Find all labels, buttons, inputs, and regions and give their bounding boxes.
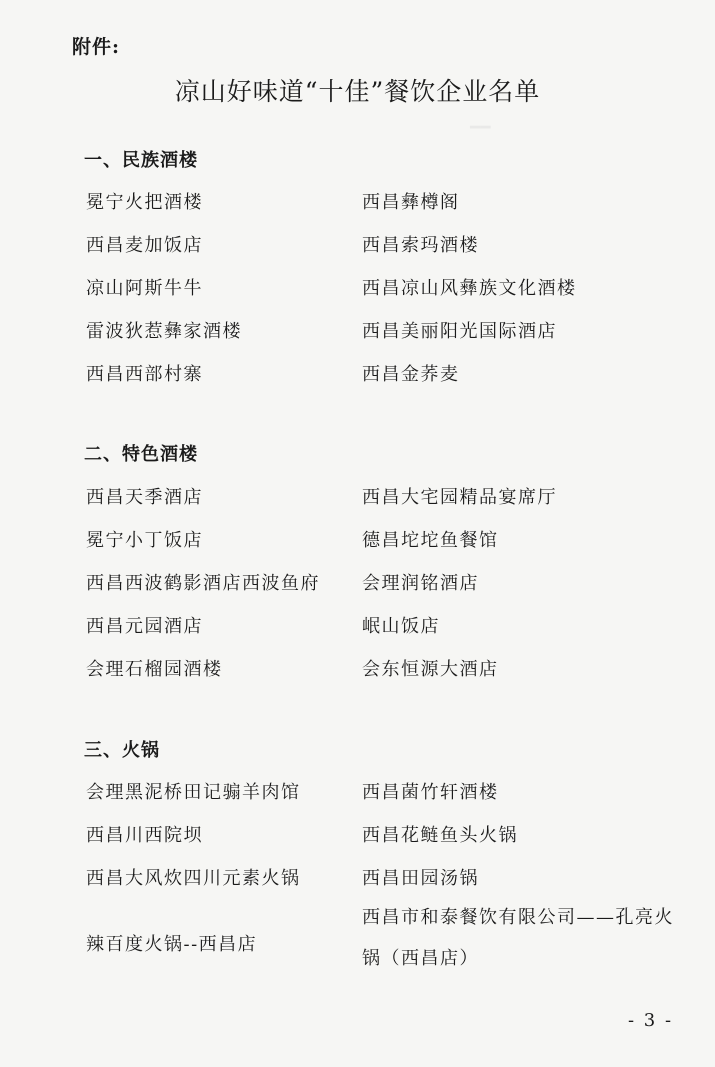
list-item: 会理润铭酒店: [362, 573, 479, 594]
list-item: 雷波狄惹彝家酒楼: [86, 321, 242, 342]
list-item: 会东恒源大酒店: [362, 659, 499, 680]
list-item: 西昌索玛酒楼: [362, 235, 479, 256]
list-item: 西昌美丽阳光国际酒店: [362, 321, 557, 342]
list-item: 西昌元园酒店: [86, 616, 203, 637]
section-heading-hotpot: 三、火锅: [84, 740, 160, 761]
list-item: 西昌天季酒店: [86, 487, 203, 508]
attachment-label: 附件:: [72, 36, 121, 58]
list-item: 西昌金荞麦: [362, 364, 460, 385]
list-item: 西昌大宅园精品宴席厅: [362, 487, 557, 508]
list-item: 凉山阿斯牛牛: [86, 278, 203, 299]
section-heading-ethnic: 一、民族酒楼: [84, 150, 198, 171]
list-item: 辣百度火锅--西昌店: [86, 934, 258, 955]
bleed-through-text: ━━: [470, 118, 491, 138]
list-item: 西昌麦加饭店: [86, 235, 203, 256]
list-item: 岷山饭店: [362, 616, 440, 637]
list-item: 西昌菌竹轩酒楼: [362, 782, 499, 803]
page-title: 凉山好味道“十佳”餐饮企业名单: [174, 77, 541, 106]
list-item: 西昌市和泰餐饮有限公司——孔亮火锅（西昌店）: [362, 907, 674, 969]
list-item: 西昌大风炊四川元素火锅: [86, 868, 301, 889]
list-item: 会理黑泥桥田记骟羊肉馆: [86, 782, 301, 803]
list-item: 会理石榴园酒楼: [86, 659, 223, 680]
list-item: 德昌坨坨鱼餐馆: [362, 530, 499, 551]
list-item: 西昌凉山风彝族文化酒楼: [362, 278, 577, 299]
list-item: 西昌川西院坝: [86, 825, 203, 846]
list-item: 西昌西部村寨: [86, 364, 203, 385]
list-item: 西昌花鲢鱼头火锅: [362, 825, 518, 846]
list-item: 冕宁小丁饭店: [86, 530, 203, 551]
list-item: 西昌彝樽阁: [362, 192, 460, 213]
list-item: 冕宁火把酒楼: [86, 192, 203, 213]
list-item: 西昌田园汤锅: [362, 868, 479, 889]
section-heading-specialty: 二、特色酒楼: [84, 444, 198, 465]
list-item: 西昌西波鹤影酒店西波鱼府: [86, 573, 320, 594]
page-number: - 3 -: [628, 1010, 674, 1031]
